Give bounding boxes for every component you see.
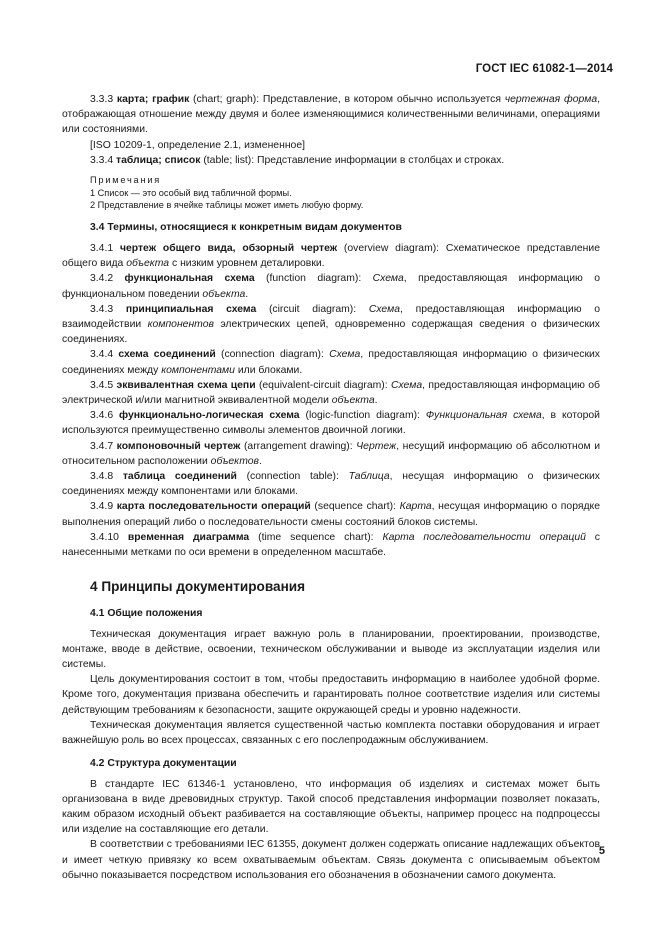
term-3-3-3: 3.3.3 карта; график (chart; graph): Представление, в котором обычно используется чертежная форма, отображающая отношение между двумя и более изменяющимися количественными величинами, операциями или состояниями. (62, 94, 600, 136)
iso-reference: [ISO 10209-1, определение 2.1, измененное] (90, 139, 306, 151)
section-4-2-heading: 4.2 Структура документации (90, 758, 237, 770)
page-content (62, 92, 600, 883)
term-3-4-6: 3.4.6 функционально-логическая схема (logic-function diagram): Функциональная схема, в которой используются преимущественно символы элементов двоичной логики. (62, 410, 600, 437)
paragraph-4-1-b: Цель документирования состоит в том, чтобы предоставить информацию в наиболее удобной форме. Кроме того, документация призвана обеспечить и гарантировать полное соответствие изделия или системы действующим требованиям к безопасности, защите окружающей среды и уровню надежности. (62, 674, 600, 716)
term-3-4-1: 3.4.1 чертеж общего вида, обзорный чертеж (overview diagram): Схематическое представление общего вида объекта с низким уровнем деталировки. (62, 243, 601, 270)
section-3-4-heading: 3.4 Термины, относящиеся к конкретным видам документов (90, 221, 402, 233)
note-2: 2 Представление в ячейке таблицы может иметь любую форму. (90, 200, 364, 211)
section-4-heading: 4 Принципы документирования (90, 579, 306, 595)
note-1: 1 Список — это особый вид табличной формы. (90, 187, 292, 198)
term-name: таблица; список (116, 154, 201, 166)
paragraph-4-2-a: В стандарте IEC 61346-1 установлено, что информация об изделиях и системах может быть организована в виде древовидных структур. Такой способ представления информации позволяет показать, каким образом исходный объект разбивается на составляющие объекты, например процесс на подпроцессы или изделие на составляющие его детали. (62, 778, 600, 836)
term-3-4-7: 3.4.7 компоновочный чертеж (arrangement drawing): Чертеж, несущий информацию об абсолютном и относительном расположении объектов. (62, 440, 601, 467)
paragraph-4-1-c: Техническая документация является существенной частью комплекта поставки оборудования и играет важнейшую роль во всех процессах, связанных с его послепродажным обслуживанием. (62, 719, 600, 747)
term-3-3-4: 3.3.4 таблица; список (table; list): Представление информации в столбцах и строках. (90, 154, 505, 166)
term-3-4-2: 3.4.2 функциональная схема (function diagram): Схема, предоставляющая информацию о функциональном поведении объекта. (62, 273, 601, 300)
term-3-4-8: 3.4.8 таблица соединений (connection table): Таблица, несущая информацию о физических соединениях между компонентами или блоками. (62, 471, 600, 498)
notes-block (90, 174, 600, 212)
term-3-4-9: 3.4.9 карта последовательности операций (sequence chart): Карта, несущая информацию о порядке выполнения операций либо о последовательности смены состояний блоков системы. (62, 501, 600, 528)
term-3-4-3: 3.4.3 принципиальная схема (circuit diagram): Схема, предоставляющая информацию о взаимодействии компонентов электрических цепей, одновременно содержащая сведения о физических соединениях. (62, 303, 601, 346)
term-name: карта; график (116, 94, 190, 105)
page-number: 5 (598, 845, 605, 857)
standard-header: ГОСТ IEC 61082-1—2014 (475, 63, 613, 75)
paragraph-4-2-b: В соответствии с требованиями IEC 61355, документ должен содержать описание надлежащих объектов и имеет четкую привязку ко всем охватываемым объектам. Связь документа с описываемым объектом обычно показывается посредством использования его обозначения в обозначении самого документа. (62, 839, 600, 881)
paragraph-4-1-a: Техническая документация играет важную роль в планировании, проектировании, производстве, монтаже, вводе в действие, освоении, техническом обслуживании и выводе из эксплуатации изделия или системы. (62, 628, 600, 671)
term-3-4-10: 3.4.10 временная диаграмма (time sequence chart): Карта последовательности операций с нанесенными метками по оси времени в определенном масштабе. (62, 531, 601, 559)
notes-title: Примечания (90, 175, 162, 186)
term-3-4-5: 3.4.5 эквивалентная схема цепи (equivalent-circuit diagram): Схема, предоставляющая информацию об электрической и/или магнитной эквивалентной модели объекта. (62, 379, 601, 407)
section-4-1-heading: 4.1 Общие положения (90, 608, 203, 620)
term-3-4-4: 3.4.4 схема соединений (connection diagram): Схема, предоставляющая информацию о физических соединениях между компонентами или блоками. (62, 349, 600, 376)
